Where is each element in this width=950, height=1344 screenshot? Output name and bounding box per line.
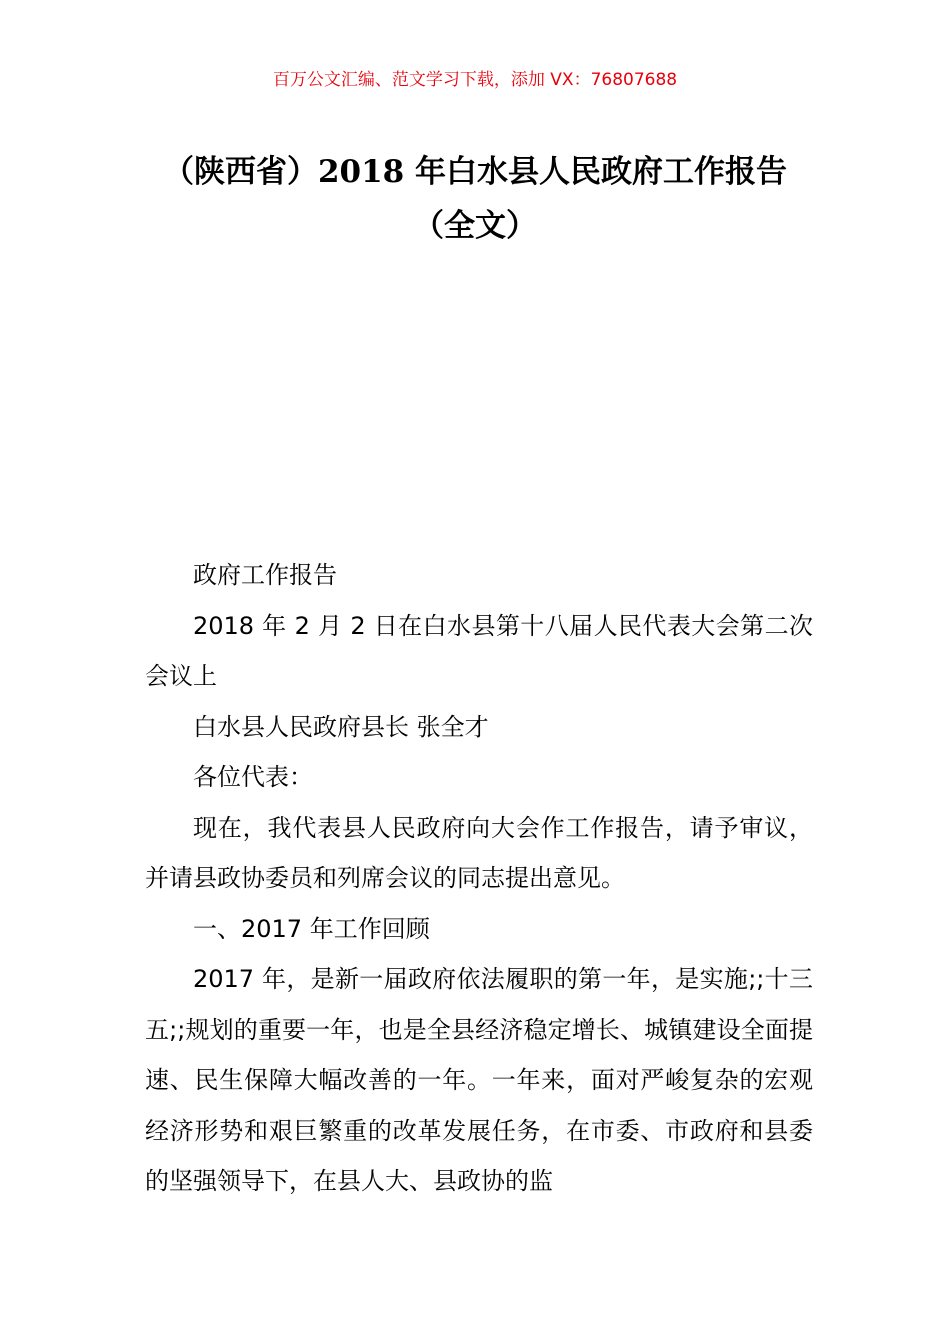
paragraph-intro: 现在，我代表县人民政府向大会作工作报告，请予审议，并请县政协委员和列席会议的同志提出意见。 <box>145 813 813 892</box>
section-heading-review: 一、2017 年工作回顾 <box>193 914 430 943</box>
header-notice: 百万公文汇编、范文学习下载，添加 VX：76807688 <box>272 70 678 90</box>
paragraph-meeting-info: 2018 年 2 月 2 日在白水县第十八届人民代表大会第二次会议上 <box>145 611 813 690</box>
paragraph-salutation: 各位代表： <box>193 763 313 791</box>
document-title: （陕西省）2018 年白水县人民政府工作报告（全文） <box>162 154 788 244</box>
paragraph-review-body: 2017 年，是新一届政府依法履职的第一年，是实施;;十三五;;规划的重要一年，也是全县经济稳定增长、城镇建设全面提速、民生保障大幅改善的一年。一年来，面对严峻复杂的宏观经济形势和艰巨繁重的改革发展任务，在市委、市政府和县委的坚强领导下，在县人大、县政协的监 <box>145 965 813 1195</box>
paragraph-speaker: 白水县人民政府县长 张全才 <box>193 712 489 741</box>
document-body <box>145 550 813 1207</box>
paragraph-report-heading: 政府工作报告 <box>193 561 337 589</box>
